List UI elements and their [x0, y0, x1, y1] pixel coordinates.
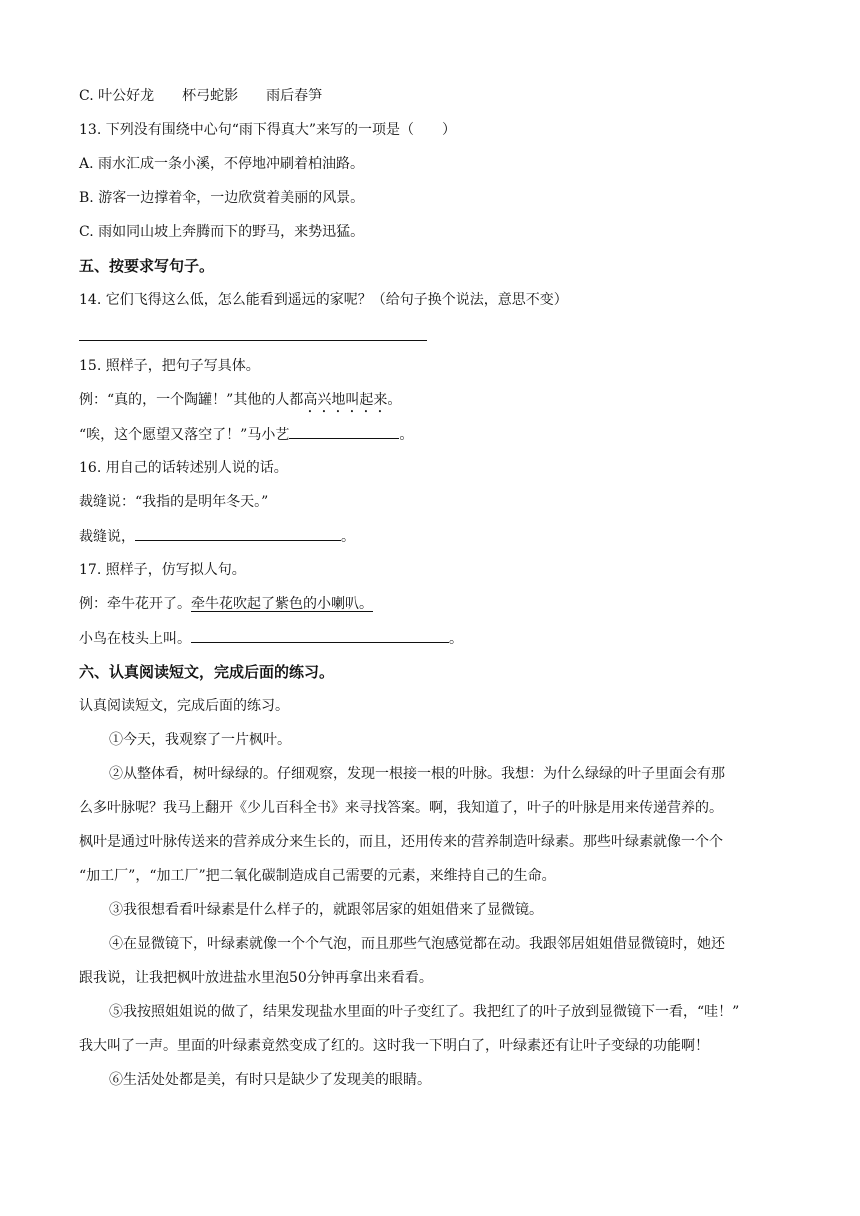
passage-para-2-line-1: ②从整体看，树叶绿绿的。仔细观察，发现一根接一根的叶脉。我想：为什么绿绿的叶子里面会有那	[109, 766, 725, 782]
q15-example-emphasis: 高兴地叫起来	[303, 392, 388, 408]
q16-answer-blank[interactable]	[135, 526, 341, 541]
section6-title: 六、认真阅读短文，完成后面的练习。	[79, 663, 335, 681]
q16-task-prefix: 裁缝说，	[79, 529, 135, 545]
q17-task-suffix: 。	[449, 631, 463, 647]
passage-para-2-line-2: 么多叶脉呢？我马上翻开《少儿百科全书》来寻找答案。啊，我知道了，叶子的叶脉是用来传递营养的。	[79, 800, 723, 816]
passage-para-6: ⑥生活处处都是美，有时只是缺少了发现美的眼睛。	[109, 1072, 431, 1088]
q16-quote: 裁缝说：“我指的是明年冬天。”	[79, 494, 269, 510]
q13-option-c: C. 雨如同山坡上奔腾而下的野马，来势迅猛。	[79, 224, 365, 240]
q15-example-suffix: 。	[387, 392, 402, 408]
passage-para-4-line-1: ④在显微镜下，叶绿素就像一个个气泡，而且那些气泡感觉都在动。我跟邻居姐姐借显微镜时，她还	[109, 936, 725, 952]
q15-task-suffix: 。	[399, 427, 414, 443]
passage-para-5-line-1: ⑤我按照姐姐说的做了，结果发现盐水里面的叶子变红了。我把红了的叶子放到显微镜下一看，“哇！”	[109, 1004, 740, 1020]
q12-option-c-word3: 雨后春笋	[266, 88, 323, 104]
q15-example	[79, 390, 401, 416]
q17-answer-blank[interactable]	[191, 628, 449, 643]
q14-stem: 14. 它们飞得这么低，怎么能看到遥远的家呢？（给句子换个说法，意思不变）	[79, 292, 568, 308]
q15-answer-blank[interactable]	[289, 424, 399, 439]
q15-example-prefix: 例：“真的，一个陶罐！”其他的人都	[79, 392, 304, 408]
section6-intro: 认真阅读短文，完成后面的练习。	[79, 698, 289, 714]
q17-example	[79, 594, 373, 614]
q12-option-c	[79, 86, 322, 106]
q12-option-c-word2: 杯弓蛇影	[182, 88, 239, 104]
q14-answer-line[interactable]	[79, 340, 427, 341]
q16-task	[79, 526, 355, 547]
q15-task	[79, 424, 413, 445]
q17-example-prefix: 例：牵牛花开了。	[79, 596, 191, 612]
q15-stem: 15. 照样子，把句子写具体。	[79, 358, 260, 374]
section5-title: 五、按要求写句子。	[79, 257, 215, 275]
q13-option-a: A. 雨水汇成一条小溪，不停地冲刷着柏油路。	[79, 156, 365, 172]
q17-stem: 17. 照样子，仿写拟人句。	[79, 562, 246, 578]
passage-para-2-line-3: 枫叶是通过叶脉传送来的营养成分来生长的，而且，还用传来的营养制造叶绿素。那些叶绿素就像一个个	[79, 834, 723, 850]
passage-para-3: ③我很想看看叶绿素是什么样子的，就跟邻居家的姐姐借来了显微镜。	[109, 902, 543, 918]
passage-para-4-line-2: 跟我说，让我把枫叶放进盐水里泡50分钟再拿出来看看。	[79, 970, 433, 986]
q13-option-b: B. 游客一边撑着伞，一边欣赏着美丽的风景。	[79, 190, 365, 206]
q17-example-underlined: 牵牛花吹起了紫色的小喇叭。	[191, 596, 373, 612]
passage-para-2-line-4: “加工厂”，“加工厂”把二氧化碳制造成自己需要的元素，来维持自己的生命。	[79, 868, 556, 884]
q15-task-prefix: “唉，这个愿望又落空了！”马小艺	[79, 427, 290, 443]
q17-task	[79, 628, 463, 649]
q13-stem: 13. 下列没有围绕中心句“雨下得真大”来写的一项是（ ）	[79, 122, 457, 138]
passage-para-5-line-2: 我大叫了一声。里面的叶绿素竟然变成了红的。这时我一下明白了，叶绿素还有让叶子变绿的功能啊！	[79, 1038, 709, 1054]
q16-stem: 16. 用自己的话转述别人说的话。	[79, 460, 288, 476]
q12-option-c-label: C. 叶公好龙	[79, 88, 155, 104]
q17-task-prefix: 小鸟在枝头上叫。	[79, 631, 191, 647]
passage-para-1: ①今天，我观察了一片枫叶。	[109, 732, 291, 748]
q16-task-suffix: 。	[341, 529, 355, 545]
